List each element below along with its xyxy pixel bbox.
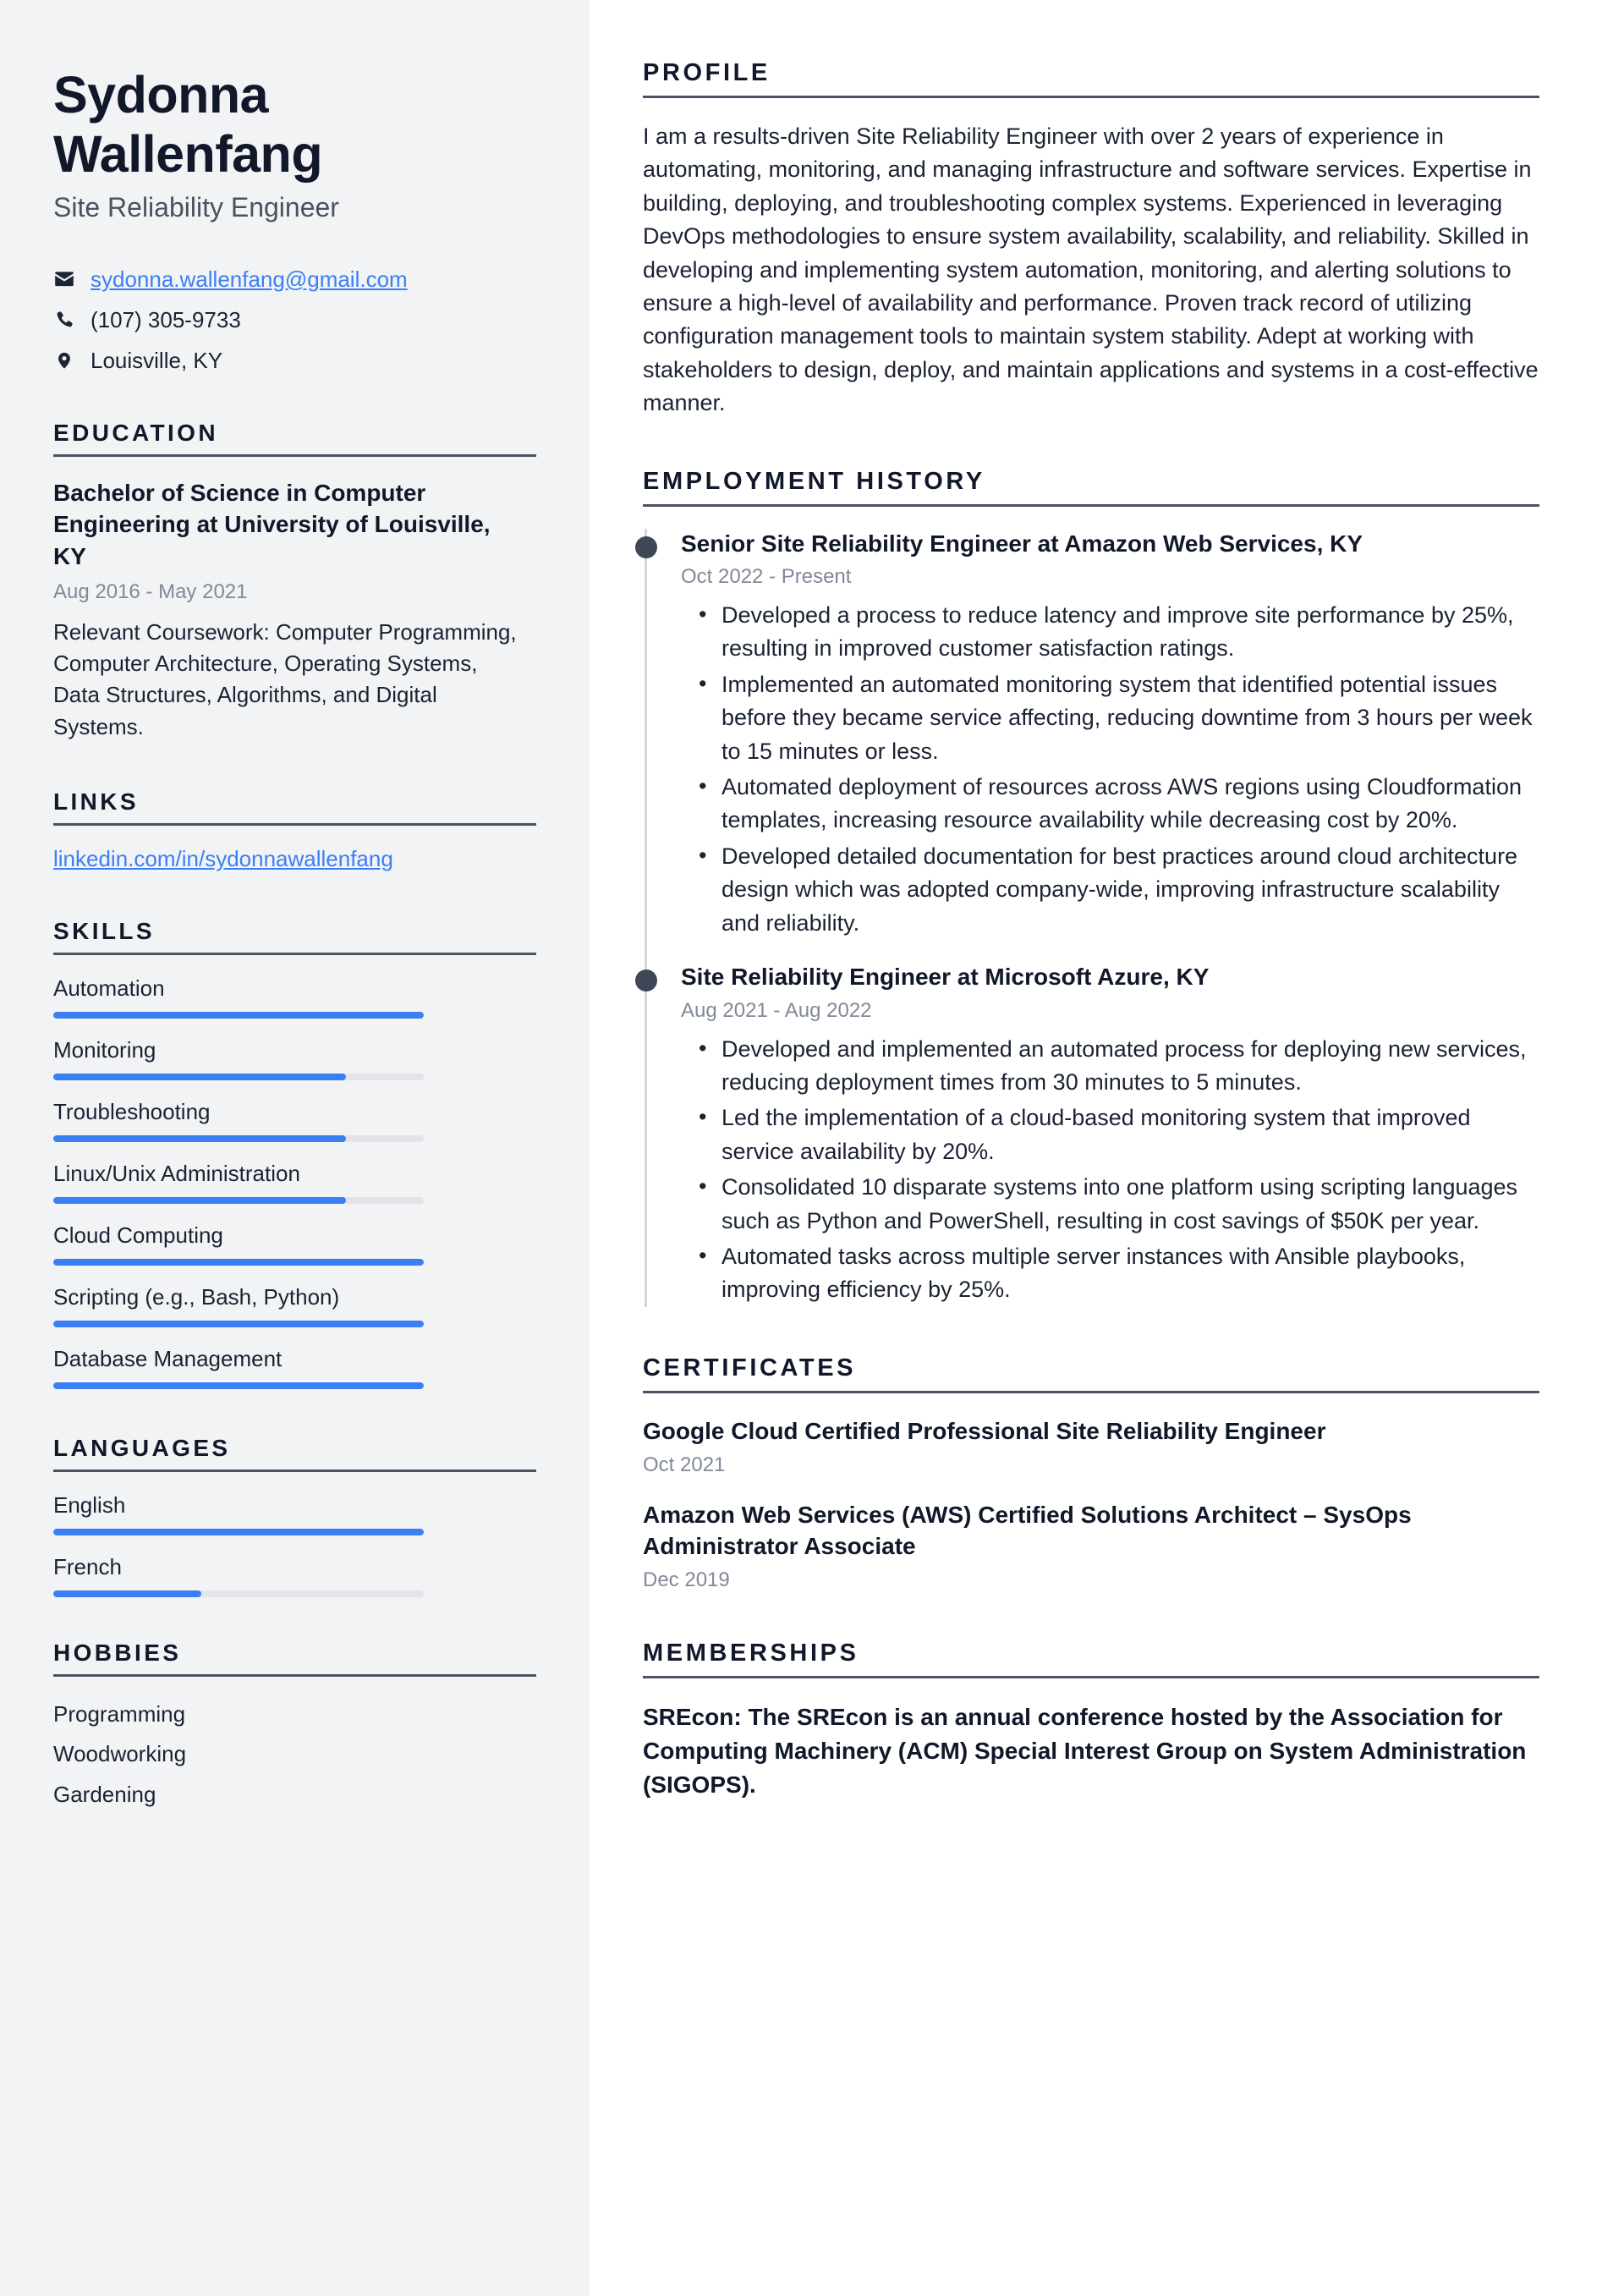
skill-meter xyxy=(53,1382,424,1389)
contact-list xyxy=(53,266,536,374)
envelope-icon xyxy=(53,268,75,290)
list-item: Programming xyxy=(53,1700,186,1727)
profile-divider xyxy=(643,96,1539,98)
job-bullet: • Consolidated 10 disparate systems into one platform using scripting languages such as Python and PowerShell, resulting in cost savings of $50K per year. xyxy=(721,1171,1539,1238)
job-bullet: • Led the implementation of a cloud-based monitoring system that improved service availability by 20%. xyxy=(721,1101,1539,1168)
memberships-divider xyxy=(643,1676,1539,1678)
skill-meter-fill xyxy=(53,1074,346,1080)
skill-meter-fill xyxy=(53,1012,424,1019)
language-meter xyxy=(53,1590,424,1597)
certificates-divider xyxy=(643,1391,1539,1393)
contact-location-row xyxy=(53,348,536,374)
language-meter xyxy=(53,1529,424,1535)
main-content xyxy=(590,0,1624,2296)
links-section xyxy=(53,788,536,872)
skill-meter xyxy=(53,1074,424,1080)
list-item xyxy=(53,1284,536,1327)
skill-meter xyxy=(53,1321,424,1327)
location-value: Louisville, KY xyxy=(91,347,223,373)
languages-heading: LANGUAGES xyxy=(53,1434,231,1461)
certificate-date: Dec 2019 xyxy=(643,1568,730,1592)
education-degree: Bachelor of Science in Computer Engineering at University of Louisville, KY xyxy=(53,479,491,570)
education-heading: EDUCATION xyxy=(53,419,218,446)
employment-section xyxy=(643,468,1539,1307)
phone-value: (107) 305-9733 xyxy=(91,306,241,332)
hobbies-section xyxy=(53,1640,536,1813)
memberships-heading: MEMBERSHIPS xyxy=(643,1640,859,1667)
list-item xyxy=(53,1346,536,1389)
skill-label: Monitoring xyxy=(53,1036,156,1063)
education-description: Relevant Coursework: Computer Programming, Computer Architecture, Operating Systems, Data Structures, Algorithms, and Digital Systems. xyxy=(53,619,517,739)
languages-divider xyxy=(53,1469,536,1472)
email-link[interactable]: sydonna.wallenfang@gmail.com xyxy=(91,266,408,292)
list-item xyxy=(53,1554,536,1597)
skill-meter-fill xyxy=(53,1321,424,1327)
phone-icon xyxy=(53,310,75,330)
contact-email-row xyxy=(53,266,536,293)
list-item: Gardening xyxy=(53,1781,156,1807)
job-bullet: • Developed and implemented an automated process for deploying new services, reducing deployment times from 30 minutes to 5 minutes. xyxy=(721,1033,1539,1100)
contact-phone-row xyxy=(53,307,536,333)
job-bullets xyxy=(681,1033,1539,1307)
skill-label: Automation xyxy=(53,975,165,1001)
job-bullet: • Automated deployment of resources across AWS regions using Cloudformation templates, increasing resource availability while decreasing cost by 20%. xyxy=(721,771,1539,838)
list-item[interactable]: linkedin.com/in/sydonnawallenfang xyxy=(53,845,393,871)
skill-meter xyxy=(53,1197,424,1204)
certificates-section xyxy=(643,1354,1539,1592)
membership-text: SREcon: The SREcon is an annual conference hosted by the Association for Computing Machinery (ACM) Special Interest Group on System Administration (SIGOPS). xyxy=(643,1704,1527,1798)
job-bullet: • Developed a process to reduce latency and improve site performance by 25%, resulting in improved customer satisfaction ratings. xyxy=(721,599,1539,666)
hobbies-divider xyxy=(53,1674,536,1677)
timeline-dot-icon xyxy=(635,969,657,991)
timeline-dot-icon xyxy=(635,536,657,558)
skill-label: Database Management xyxy=(53,1345,283,1371)
certificate-date: Oct 2021 xyxy=(643,1453,726,1476)
map-pin-icon xyxy=(53,350,75,371)
skill-meter xyxy=(53,1259,424,1266)
certificate-title: Google Cloud Certified Professional Site Reliability Engineer xyxy=(643,1417,1326,1444)
skill-label: Troubleshooting xyxy=(53,1098,211,1124)
skill-meter xyxy=(53,1012,424,1019)
skill-label: Linux/Unix Administration xyxy=(53,1160,300,1186)
education-section xyxy=(53,420,536,743)
list-item xyxy=(53,1161,536,1204)
list-item: Woodworking xyxy=(53,1741,187,1767)
list-item xyxy=(53,1222,536,1266)
job-bullet: • Implemented an automated monitoring system that identified potential issues before they became service affecting, reducing downtime from 3 hours per week to 15 minutes or less. xyxy=(721,668,1539,768)
job-bullet: • Automated tasks across multiple server instances with Ansible playbooks, improving efficiency by 25%. xyxy=(721,1240,1539,1307)
employment-timeline xyxy=(645,529,1539,1307)
header-subtitle: Site Reliability Engineer xyxy=(53,192,339,223)
list-item xyxy=(643,1499,1539,1593)
hobbies-heading: HOBBIES xyxy=(53,1639,182,1666)
education-dates: Aug 2016 - May 2021 xyxy=(53,580,248,604)
profile-heading: PROFILE xyxy=(643,59,771,86)
links-divider xyxy=(53,823,536,826)
skill-meter-fill xyxy=(53,1259,424,1266)
skills-heading: SKILLS xyxy=(53,917,155,944)
job-dates: Aug 2021 - Aug 2022 xyxy=(681,998,872,1022)
profile-text: I am a results-driven Site Reliability Engineer with over 2 years of experience in automating, monitoring, and managing infrastructure and software services. Expertise in building, deploying, and troubleshooting complex systems. Experienced in leveraging DevOps methodologies to ensure system availability, scalability, and reliability. Skilled in developing and implementing system automation, monitoring, and alerting solutions to ensure a high-level of availability and performance. Proven track record of utilizing configuration management tools to maintain system stability. Adept at working with stakeholders to design, deploy, and maintain applications and systems in a cost-effective manner. xyxy=(643,124,1539,416)
job-bullet: • Developed detailed documentation for best practices around cloud architecture design which was adopted company-wide, improving infrastructure scalability and reliability. xyxy=(721,840,1539,940)
language-meter-fill xyxy=(53,1529,424,1535)
sidebar xyxy=(0,0,590,2296)
profile-section xyxy=(643,59,1539,420)
job-dates: Oct 2022 - Present xyxy=(681,565,852,589)
skill-label: Scripting (e.g., Bash, Python) xyxy=(53,1283,340,1310)
list-item xyxy=(53,1492,536,1535)
certificate-title: Amazon Web Services (AWS) Certified Solutions Architect – SysOps Administrator Associate xyxy=(643,1501,1412,1560)
employment-heading: EMPLOYMENT HISTORY xyxy=(643,467,985,495)
language-label: French xyxy=(53,1553,122,1579)
job-title: Senior Site Reliability Engineer at Amazon Web Services, KY xyxy=(681,530,1363,557)
skill-meter-fill xyxy=(53,1135,346,1142)
language-label: English xyxy=(53,1491,126,1518)
page-title: Sydonna Wallenfang xyxy=(53,66,323,183)
list-item xyxy=(643,1415,1539,1477)
skill-meter-fill xyxy=(53,1197,346,1204)
list-item xyxy=(53,1099,536,1142)
skills-divider xyxy=(53,953,536,955)
list-item xyxy=(53,1037,536,1080)
employment-divider xyxy=(643,504,1539,507)
languages-section xyxy=(53,1435,536,1597)
memberships-section xyxy=(643,1640,1539,1801)
links-heading: LINKS xyxy=(53,788,139,815)
skill-meter-fill xyxy=(53,1382,424,1389)
job-bullets xyxy=(681,599,1539,940)
education-divider xyxy=(53,454,536,457)
language-meter-fill xyxy=(53,1590,201,1597)
skill-meter xyxy=(53,1135,424,1142)
skills-section xyxy=(53,918,536,1389)
certificates-heading: CERTIFICATES xyxy=(643,1354,857,1381)
list-item xyxy=(681,962,1539,1307)
list-item xyxy=(53,975,536,1019)
job-title: Site Reliability Engineer at Microsoft Azure, KY xyxy=(681,964,1210,991)
list-item xyxy=(681,529,1539,940)
skill-label: Cloud Computing xyxy=(53,1222,223,1248)
